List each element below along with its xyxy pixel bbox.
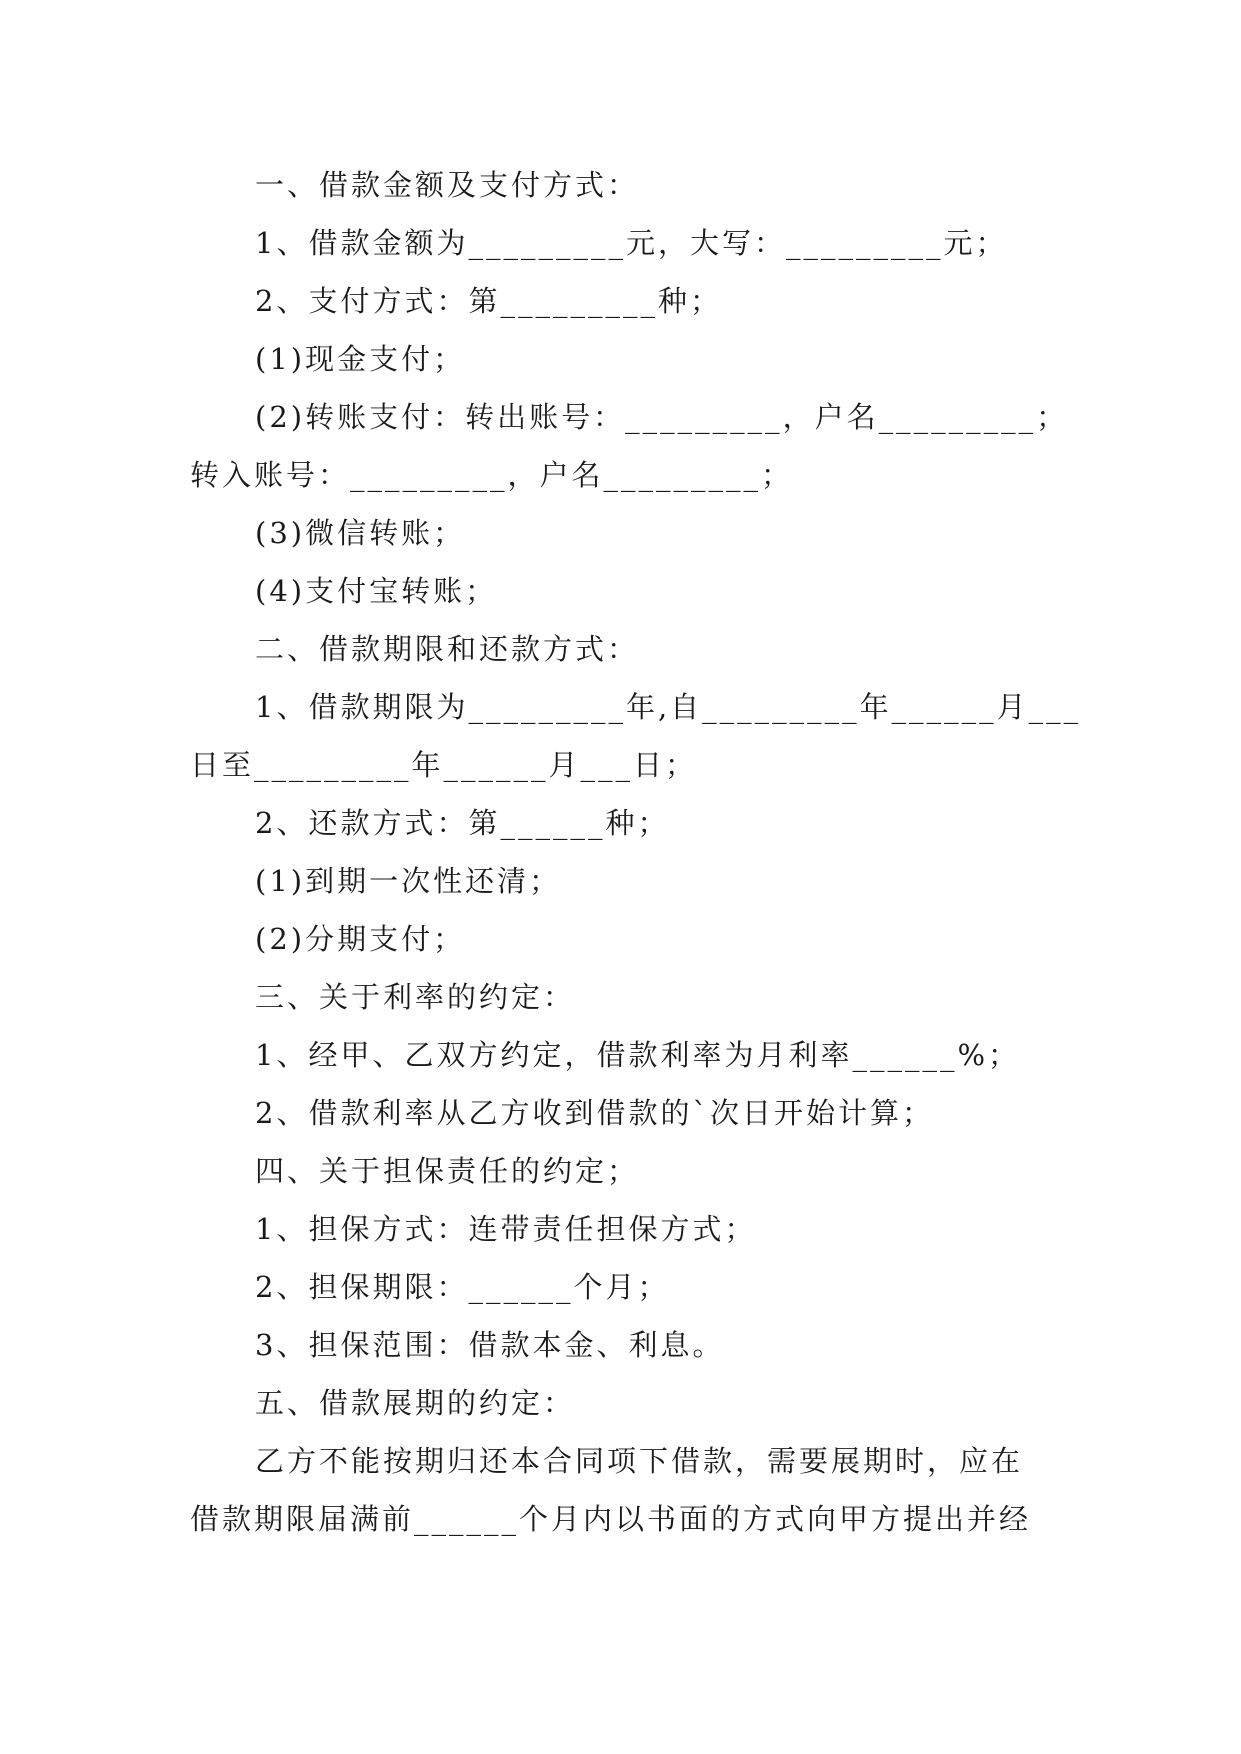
paragraph-extension-continued: 借款期限届满前______个月内以书面的方式向甲方提出并经: [190, 1502, 1032, 1536]
section-heading-1: 一、借款金额及支付方式：: [255, 168, 640, 202]
list-item-transfer: (2)转账支付：转出账号：_________，户名_________；: [255, 400, 1069, 434]
paragraph-extension: 乙方不能按期归还本合同项下借款，需要展期时，应在: [255, 1444, 1024, 1478]
paragraph-guarantee-term: 2、担保期限：______个月；: [255, 1270, 670, 1304]
list-item-lump-sum: (1)到期一次性还清；: [255, 864, 562, 898]
paragraph-interest-start: 2、借款利率从乙方收到借款的`次日开始计算；: [255, 1096, 934, 1130]
paragraph-interest-rate: 1、经甲、乙双方约定，借款利率为月利率______%；: [255, 1038, 1021, 1072]
paragraph-guarantee-method: 1、担保方式：连带责任担保方式；: [255, 1212, 757, 1246]
paragraph-loan-term-continued: 日至_________年______月___日；: [190, 748, 698, 782]
paragraph-loan-amount: 1、借款金额为_________元，大写：_________元；: [255, 226, 1008, 260]
list-item-cash: (1)现金支付；: [255, 342, 466, 376]
paragraph-repayment-method: 2、还款方式：第______种；: [255, 806, 670, 840]
section-heading-4: 四、关于担保责任的约定；: [255, 1154, 640, 1188]
section-heading-2: 二、借款期限和还款方式：: [255, 632, 640, 666]
section-heading-3: 三、关于利率的约定：: [255, 980, 576, 1014]
paragraph-payment-method: 2、支付方式：第_________种；: [255, 284, 722, 318]
paragraph-loan-term: 1、借款期限为_________年,自_________年______月___: [255, 690, 1082, 724]
list-item-transfer-continued: 转入账号：_________，户名_________；: [190, 458, 794, 492]
list-item-alipay: (4)支付宝转账；: [255, 574, 498, 608]
paragraph-guarantee-scope: 3、担保范围：借款本金、利息。: [255, 1328, 725, 1362]
list-item-wechat: (3)微信转账；: [255, 516, 466, 550]
section-heading-5: 五、借款展期的约定：: [255, 1386, 576, 1420]
list-item-installments: (2)分期支付；: [255, 922, 466, 956]
